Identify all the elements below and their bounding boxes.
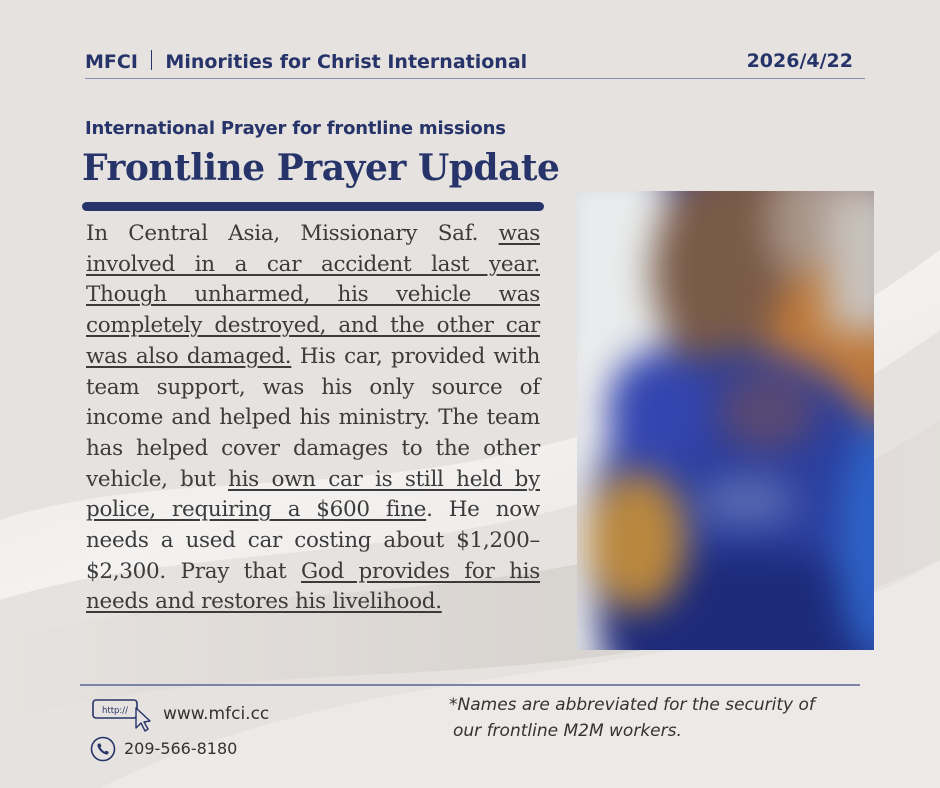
header-divider (151, 50, 153, 70)
org-full-name: Minorities for Christ International (165, 51, 528, 73)
security-note-line-1: *Names are abbreviated for the security of (449, 695, 815, 715)
body-text-underlined: was involved in a car accident last year. Though unharmed, his vehicle was completely destroyed, and the other car was also damaged. (86, 221, 540, 369)
phone-number[interactable]: 209-566-8180 (124, 739, 238, 758)
page-title: Frontline Prayer Update (82, 147, 560, 189)
footer-divider (80, 684, 860, 686)
web-link-icon (92, 698, 152, 732)
title-underline-bar (82, 202, 544, 211)
subtitle: International Prayer for frontline missions (85, 118, 506, 139)
blurred-missionary-photo (577, 191, 874, 650)
body-text-part: His car, provided with team support, was his only source of income and helped his ministry. The team has helped cover damages to the other vehicle, but (86, 343, 540, 492)
prayer-update-text (86, 219, 540, 618)
security-note (449, 692, 869, 744)
org-title (85, 50, 527, 73)
body-text-part: In Central Asia, Missionary Saf. (86, 221, 499, 246)
phone-icon (90, 736, 116, 762)
website-link[interactable]: www.mfci.cc (163, 704, 270, 724)
body-text-underlined: his own car is still held by police, requiring a $600 fine (86, 466, 540, 523)
body-text-underlined: God provides for his needs and restores his livelihood. (86, 558, 540, 615)
header (85, 50, 865, 79)
security-note-line-2: our frontline M2M workers. (453, 721, 682, 741)
web-icon-text: http:// (101, 706, 129, 716)
body-text-part: . He now needs a used car costing about $1,200–$2,300. Pray that (86, 497, 540, 584)
post-date: 2026/4/22 (746, 50, 853, 72)
org-short-name: MFCI (85, 51, 138, 73)
